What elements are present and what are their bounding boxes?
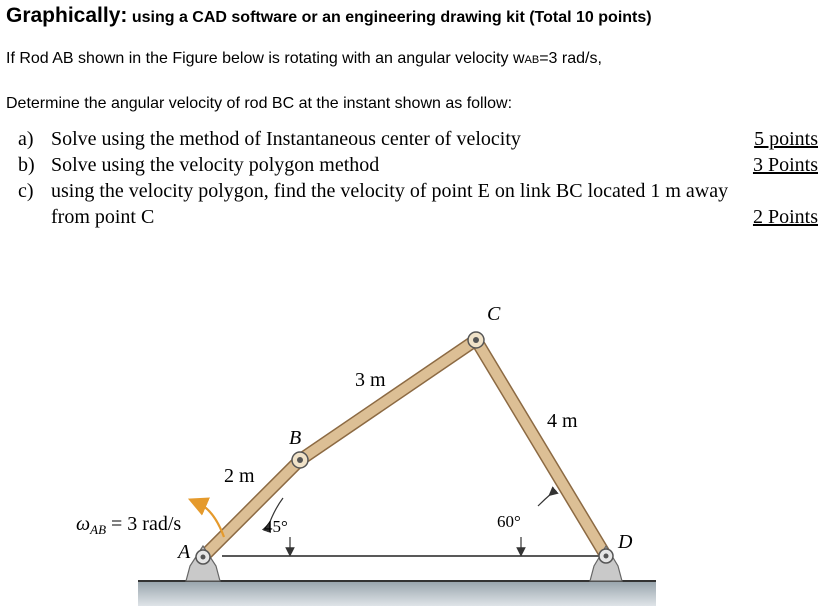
task-b-label: b) bbox=[18, 154, 35, 176]
pin-C bbox=[468, 332, 484, 348]
pin-B bbox=[292, 452, 308, 468]
task-c-text: using the velocity polygon, find the velocity of point E on link BC located 1 m away bbox=[51, 180, 729, 202]
task-b-points: 3 Points bbox=[752, 154, 818, 176]
intro-line-2: Determine the angular velocity of rod BC at the instant shown as follow: bbox=[6, 95, 513, 112]
intro-line-1-value: =3 rad/s, bbox=[539, 50, 602, 67]
omega-label bbox=[76, 513, 181, 537]
ground bbox=[138, 582, 656, 606]
length-AB: 2 m bbox=[224, 465, 255, 487]
link-CD bbox=[476, 340, 606, 556]
label-D: D bbox=[618, 531, 633, 553]
length-CD: 4 m bbox=[547, 410, 578, 432]
task-a-points: 5 points bbox=[754, 128, 818, 150]
omega-value: = 3 rad/s bbox=[106, 513, 182, 535]
angle-label-A: 45° bbox=[264, 517, 288, 536]
task-a-text: Solve using the method of Instantaneous center of velocity bbox=[51, 128, 521, 150]
task-b-text: Solve using the velocity polygon method bbox=[51, 154, 380, 176]
title-rest: using a CAD software or an engineering drawing kit (Total 10 points) bbox=[127, 9, 652, 26]
angle-arc-D bbox=[538, 493, 552, 506]
length-BC: 3 m bbox=[355, 369, 386, 391]
label-B: B bbox=[289, 427, 302, 449]
task-a-label: a) bbox=[18, 128, 34, 150]
omega-subscript: AB bbox=[524, 54, 540, 66]
intro-line-1-text: If Rod AB shown in the Figure below is rotating with an angular velocity w bbox=[6, 50, 525, 67]
omega-symbol: ω bbox=[76, 513, 91, 535]
task-c-points: 2 Points bbox=[752, 206, 818, 228]
label-C: C bbox=[487, 303, 501, 325]
label-A: A bbox=[178, 541, 191, 563]
angle-label-D: 60° bbox=[497, 512, 521, 531]
task-c-text-cont: from point C bbox=[51, 206, 155, 228]
link-BC bbox=[300, 340, 476, 460]
omega-label-subscript: AB bbox=[90, 522, 107, 537]
task-c-label: c) bbox=[18, 180, 34, 202]
title-lead: Graphically: bbox=[6, 4, 128, 27]
